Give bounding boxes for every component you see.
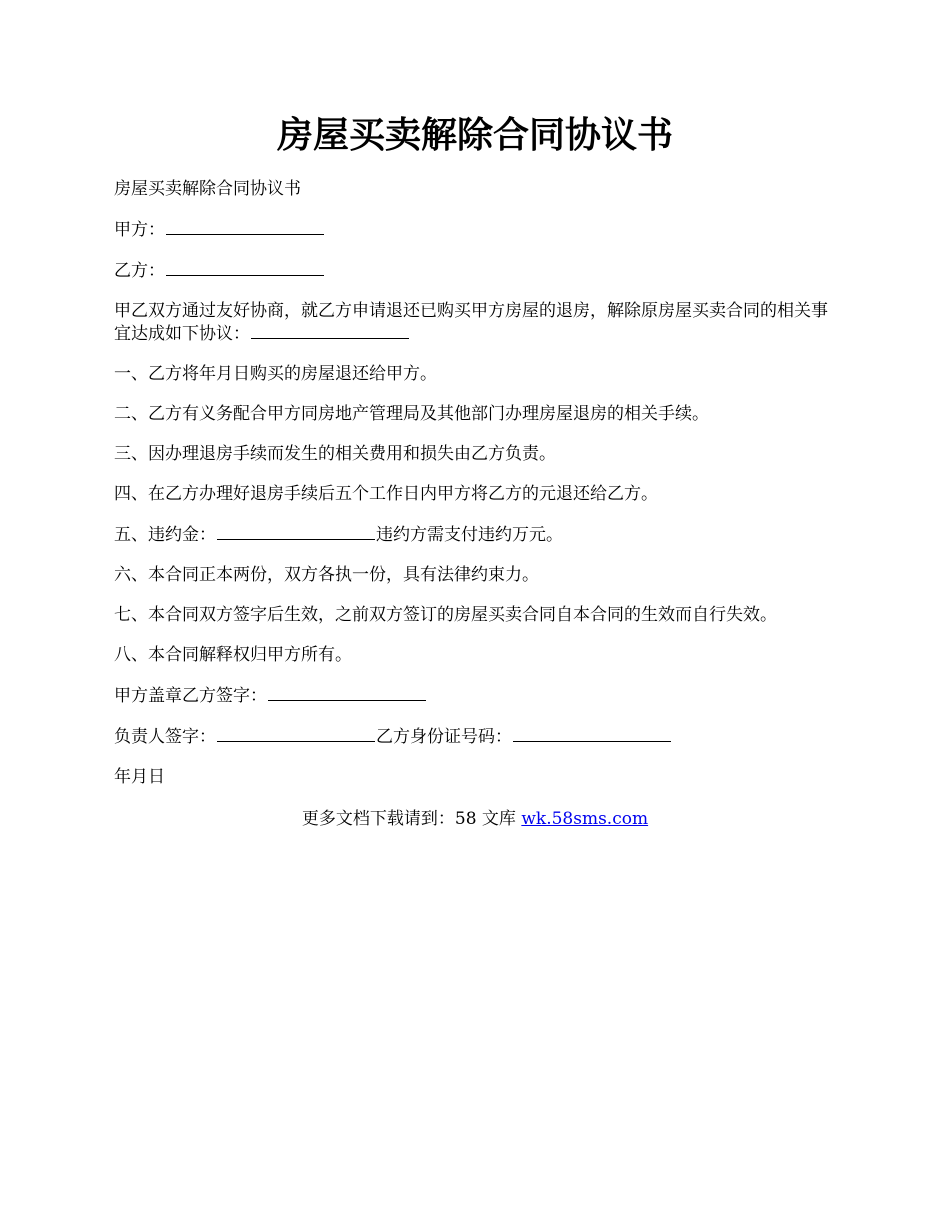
party-b-line xyxy=(114,259,844,282)
responsible-line xyxy=(114,725,844,748)
party-b-label: 乙方： xyxy=(114,261,165,281)
id-number-blank xyxy=(513,725,671,742)
party-a-label: 甲方： xyxy=(114,220,165,240)
party-a-blank xyxy=(166,218,324,235)
clause-3: 三、因办理退房手续而发生的相关费用和损失由乙方负责。 xyxy=(114,444,556,464)
download-footer xyxy=(0,808,950,830)
document-subtitle: 房屋买卖解除合同协议书 xyxy=(114,179,301,199)
intro-text: 甲乙双方通过友好协商，就乙方申请退还已购买甲方房屋的退房，解除原房屋买卖合同的相关事宜达成如下协议： xyxy=(114,301,828,344)
footer-link[interactable]: wk.58sms.com xyxy=(521,809,649,829)
intro-paragraph xyxy=(114,300,844,345)
clause-6: 六、本合同正本两份，双方各执一份，具有法律约束力。 xyxy=(114,565,539,585)
responsible-blank xyxy=(217,725,375,742)
party-b-blank xyxy=(166,259,324,276)
signature-label: 甲方盖章乙方签字： xyxy=(114,686,267,706)
clause-5-penalty xyxy=(114,523,844,546)
penalty-blank xyxy=(217,523,375,540)
clause-4: 四、在乙方办理好退房手续后五个工作日内甲方将乙方的元退还给乙方。 xyxy=(114,484,658,504)
clause-8: 八、本合同解释权归甲方所有。 xyxy=(114,645,352,665)
penalty-suffix: 违约方需支付违约万元。 xyxy=(376,525,563,545)
party-a-line xyxy=(114,218,844,241)
clause-2: 二、乙方有义务配合甲方同房地产管理局及其他部门办理房屋退房的相关手续。 xyxy=(114,404,709,424)
signature-line xyxy=(114,684,844,707)
responsible-label: 负责人签字： xyxy=(114,727,216,747)
clause-1: 一、乙方将年月日购买的房屋退还给甲方。 xyxy=(114,364,437,384)
document-body xyxy=(114,178,844,806)
penalty-prefix: 五、违约金： xyxy=(114,525,216,545)
intro-blank xyxy=(251,322,409,339)
footer-text: 更多文档下载请到：58 文库 xyxy=(301,809,522,829)
signature-blank xyxy=(268,684,426,701)
id-number-label: 乙方身份证号码： xyxy=(376,727,512,747)
document-title: 房屋买卖解除合同协议书 xyxy=(276,115,673,156)
date-line: 年月日 xyxy=(114,767,165,787)
clause-7: 七、本合同双方签字后生效，之前双方签订的房屋买卖合同自本合同的生效而自行失效。 xyxy=(114,605,777,625)
